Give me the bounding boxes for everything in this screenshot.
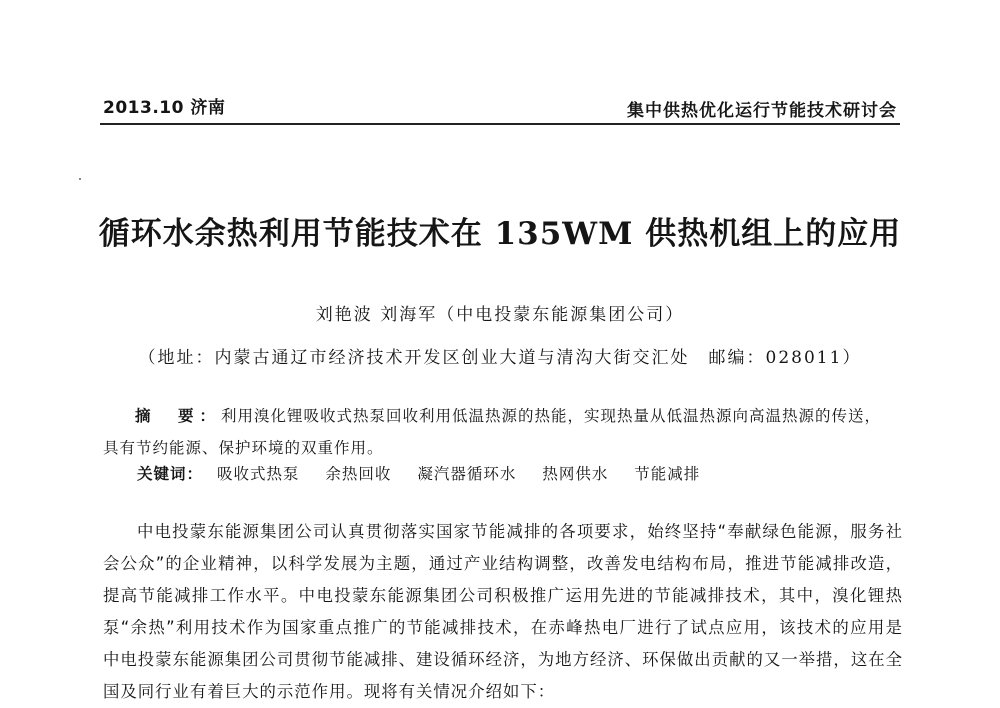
header-conference-name: 集中供热优化运行节能技术研讨会 [627, 101, 897, 121]
abstract-line-1 [103, 400, 900, 432]
header-rule [100, 123, 900, 125]
abstract-text-1: 利用溴化锂吸收式热泵回收利用低温热源的热能，实现热量从低温热源向高温热源的传送， [221, 407, 882, 425]
abstract-label: 摘 要 [135, 407, 200, 425]
keyword-item: 热网供水 [542, 465, 609, 483]
abstract-line-2: 具有节约能源、保护环境的双重作用。 [103, 439, 384, 457]
keyword-item: 节能减排 [634, 465, 701, 483]
keyword-item: 吸收式热泵 [216, 465, 300, 483]
keywords [137, 462, 720, 484]
address-postcode: （地址：内蒙古通辽市经济技术开发区创业大道与清沟大街交汇处 邮编：028011） [138, 348, 862, 368]
header-date-location: 2013.10 济南 [103, 98, 226, 118]
scan-speck [79, 178, 81, 180]
paper-title: 循环水余热利用节能技术在 135WM 供热机组上的应用 [98, 216, 902, 252]
body-paragraph: 中电投蒙东能源集团公司认真贯彻落实国家节能减排的各项要求，始终坚持“奉献绿色能源，服务社会公众”的企业精神，以科学发展为主题，通过产业结构调整，改善发电结构布局，推进节能减排改造，提高节能减排工作水平。中电投蒙东能源集团公司积极推广运用先进的节能减排技术，其中，溴化锂热泵“余热”利用技术作为国家重点推广的节能减排技术，在赤峰热电厂进行了试点应用，该技术的应用是中电投蒙东能源集团公司贯彻节能减排、建设循环经济，为地方经济、环保做出贡献的又一举措，这在全国及同行业有着巨大的示范作用。现将有关情况介绍如下： [103, 522, 903, 701]
keyword-item: 余热回收 [325, 465, 392, 483]
abstract [103, 400, 900, 464]
keywords-label: 关键词： [137, 465, 204, 483]
authors-affiliation: 刘艳波 刘海军（中电投蒙东能源集团公司） [315, 305, 685, 325]
keyword-item: 凝汽器循环水 [417, 465, 517, 483]
abstract-label-colon: ： [199, 407, 222, 425]
